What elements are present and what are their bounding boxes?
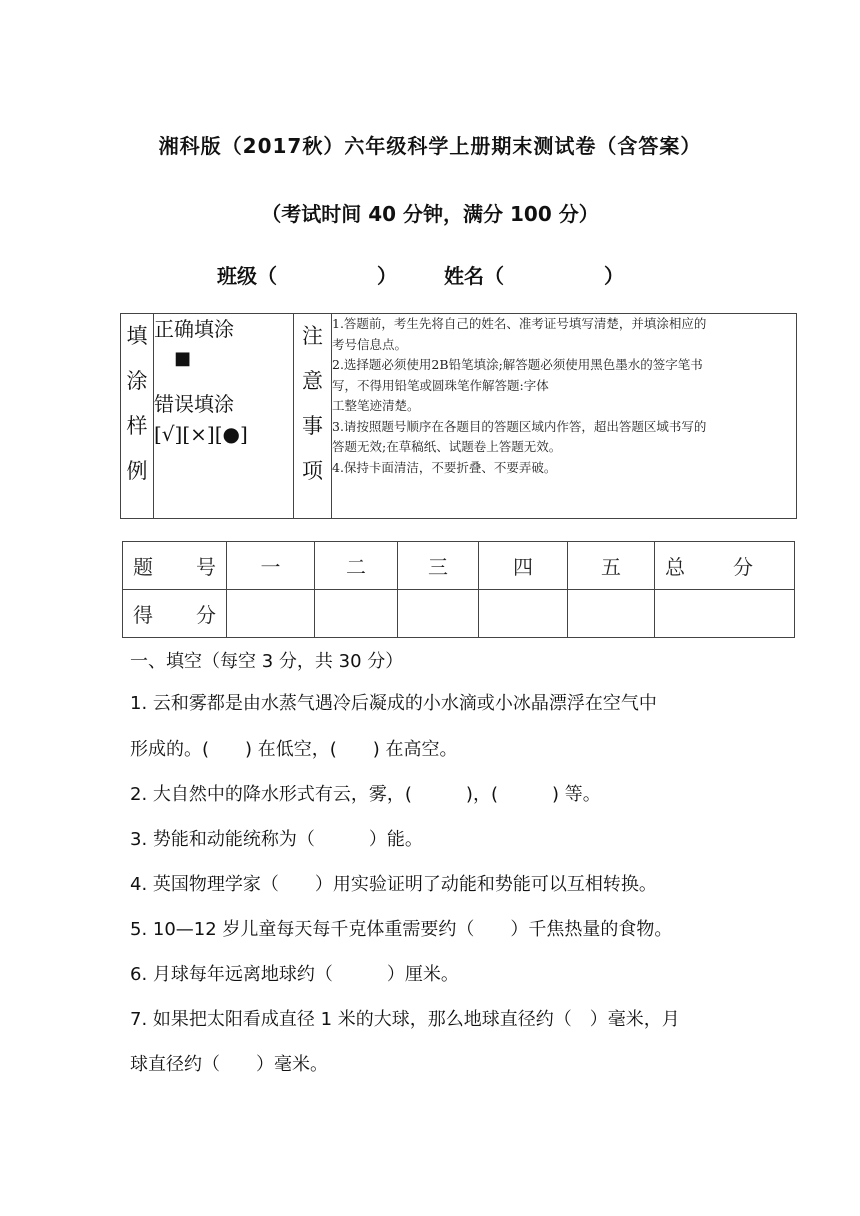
notes-content: 1.答题前，考生先将自己的姓名、准考证号填写清楚，并填涂相应的 考号信息点。 2.选择题必须使用2B铅笔填涂;解答题必须使用黑色墨水的签字笔书 写，不得用铅笔或圆珠笔作解答题:字体 工整笔迹清楚。 3.请按照题号顺序在各题目的答题区域内作答，超出答题区域书写的 答题无效;在草稿纸、试题卷上答题无效。 4.保持卡面清洁，不要折叠、不要弄破。 [332, 314, 797, 519]
correct-fill-label: 正确填涂 [154, 317, 234, 341]
score-value-row [123, 590, 795, 638]
question-line: 1. 云和雾都是由水蒸气遇冷后凝成的小水滴或小冰晶漂浮在空气中 [130, 693, 657, 714]
question-line: 形成的。( ) 在低空，( ) 在高空。 [130, 739, 458, 760]
section-heading: 一、填空（每空 3 分，共 30 分） [130, 651, 404, 672]
question-line: 球直径约（ ）毫米。 [130, 1054, 328, 1075]
name-field: 姓名（ ） [444, 264, 624, 288]
wrong-fill-marks: [√][×][●] [154, 422, 248, 446]
question-line: 3. 势能和动能统称为（ ）能。 [130, 829, 423, 850]
page-title: 湘科版（2017秋）六年级科学上册期末测试卷（含答案） [158, 134, 702, 158]
wrong-fill-label: 错误填涂 [154, 392, 234, 416]
score-cell [479, 590, 568, 638]
class-field: 班级（ ） [217, 264, 397, 288]
notes-heading: 注 意 事 项 [294, 314, 332, 519]
question-line: 6. 月球每年远离地球约（ ）厘米。 [130, 964, 459, 985]
page-subtitle: （考试时间 40 分钟，满分 100 分） [261, 202, 599, 226]
question-line: 2. 大自然中的降水形式有云，雾，( )，( ) 等。 [130, 784, 601, 805]
score-cell [315, 590, 398, 638]
question-line: 7. 如果把太阳看成直径 1 米的大球，那么地球直径约（ ）毫米，月 [130, 1009, 680, 1030]
score-cell [398, 590, 479, 638]
sample-heading: 填 涂 样 例 [121, 314, 154, 519]
column-4: 四 [479, 542, 568, 590]
instructions-table [120, 313, 797, 519]
column-3: 三 [398, 542, 479, 590]
column-5: 五 [568, 542, 655, 590]
column-1: 一 [227, 542, 315, 590]
column-2: 二 [315, 542, 398, 590]
score-cell [227, 590, 315, 638]
fill-sample [154, 314, 294, 519]
score-cell [655, 590, 795, 638]
score-table [122, 541, 795, 638]
question-line: 5. 10—12 岁儿童每天每千克体重需要约（ ）千焦热量的食物。 [130, 919, 673, 940]
score-header-row [123, 542, 795, 590]
correct-fill-mark: ■ [174, 348, 192, 369]
total-label: 总 分 [655, 542, 795, 590]
score-cell [568, 590, 655, 638]
score-label: 得 分 [123, 590, 227, 638]
question-number-label: 题 号 [123, 542, 227, 590]
question-line: 4. 英国物理学家（ ）用实验证明了动能和势能可以互相转换。 [130, 874, 657, 895]
